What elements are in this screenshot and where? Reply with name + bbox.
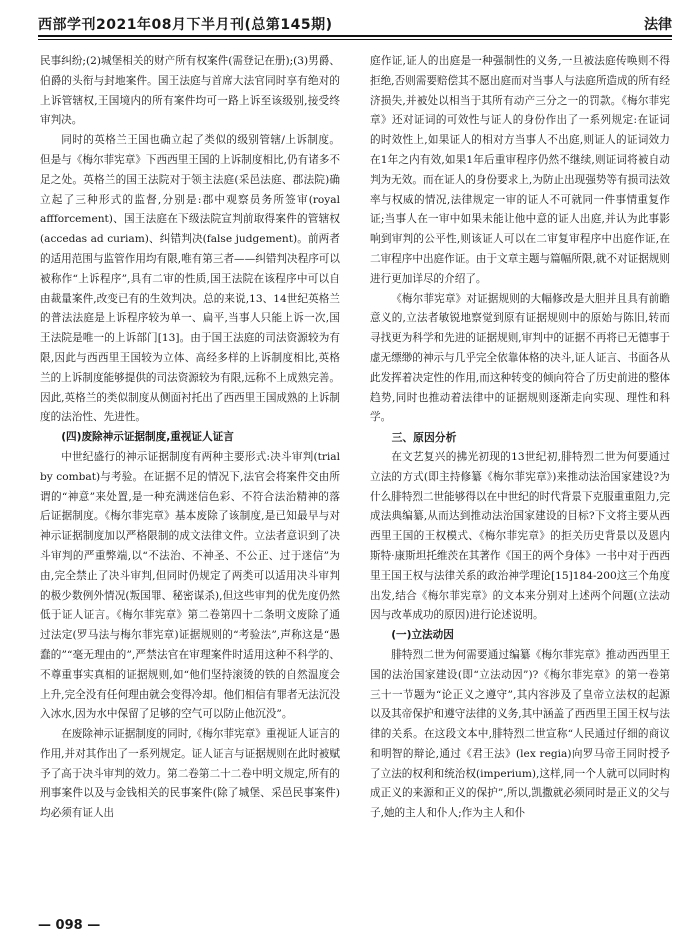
paragraph: 庭作证,证人的出庭是一种强制性的义务,一旦被法庭传唤则不得拒绝,否则需要赔偿其不愿出庭而对当事人与法庭所造成的所有经济损失,并被处以相当于其所有动产三分之一的罚款。《梅尔菲宪章》还对证词的可效性与证人的身份作出了一系列规定:在证词的时效性上,如果证人的相对方当事人不出庭,则证人的证词效力在1年之内有效,如果1年后重审程序仍然不继续,则证词将被自动判为无效。而在证人的身份要求上,为防止出现强势等有损司法效率与权威的情况,法律规定一审的证人不可就同一件事情重复作证;当事人在一审中如果未能让他中意的证人出庭,并认为此事影响到审判的公平性,则该证人可以在二审复审程序中出庭作证,在二审程序中出庭作证。由于文章主题与篇幅所限,就不对证据规则进行更加详尽的介绍了。 <box>370 55 670 285</box>
paragraph: 《梅尔菲宪章》对证据规则的大幅修改是大胆并且具有前瞻意义的,立法者敏锐地察觉到原有证据规则中的原始与陈旧,转而寻找更为科学和先进的证据规则,审判中的证据不再将已无德事于虚无缥缈的神示与几乎完全依靠体格的决斗,证人证言、书面各从此发挥着决定性的作用,而这种转变的倾向符合了历史前进的整体趋势,同时也推动着法律中的证据规则逐渐走向实现、理性和科学。 <box>370 292 670 424</box>
header-rule-thick <box>38 35 672 37</box>
header-rule-thin <box>38 39 672 40</box>
subsection-heading: (一)立法动因 <box>391 629 454 642</box>
paragraph: 在废除神示证据制度的同时,《梅尔菲宪章》重视证人证言的作用,并对其作出了一系列规定。证人证言与证据规则在此时被赋予了高于决斗审判的效力。第二卷第二十二卷中明文规定,所有的刑事案件以及与金钱相关的民事案件(除了城堡、采邑民事案件)均必须有证人出 <box>40 728 340 820</box>
paragraph: 同时的英格兰王国也确立起了类似的级别管辖/上诉制度。但是与《梅尔菲宪章》下西西里王国的上诉制度相比,仍有诸多不足之处。英格兰的国王法院对于领主法庭(采邑法庭、郡法院)确立起了三种形式的监督,分别是:郡中观察员务所签审(royal affforcement)、国王法庭在下级法院宣判前取得案件的管辖权(accedas ad curiam)、纠错判决(false judgement)。前两者的适用范围与监管作用均有限,唯有第三者——纠错判决程序可以被称作“上诉程序”,具有二审的性质,国王法院在该程序中可以自由裁量案件,改变已有的生效判决。总的来说,13、14世纪英格兰的普法法庭是上诉程序较为单一、扁平,当事人只能上诉一次,国王法院是唯一的上诉部门[13]。由于国王法庭的司法资源较为有限,因此与西西里王国较为立体、高经多样的上诉制度相比,英格兰的上诉制度能够提供的司法资源较为有限,远称不上成熟完善。因此,英格兰的类似制度从侧面衬托出了西西里王国成熟的上诉制度的法治性、先进性。 <box>40 134 340 424</box>
section-label: 法律 <box>644 17 672 33</box>
paragraph: 民事纠纷;(2)城堡相关的财产所有权案件(需登记在册);(3)男爵、伯爵的头衔与封地案件。国王法庭与首席大法官同时享有绝对的上诉管辖权,王国境内的所有案件均可一路上诉至该级别,接受终审判决。 <box>40 55 340 127</box>
journal-masthead: 西部学刊2021年08月下半月刊(总第145期) <box>38 17 333 33</box>
paragraph: 中世纪盛行的神示证据制度有两种主要形式:决斗审判(trial by combat)与考验。在证据不足的情况下,法官会将案件交由所谓的“神意”来处置,是一种充满迷信色彩、不符合法治精神的落后证据制度。《梅尔菲宪章》基本废除了该制度,是已知最早与对神示证据制度加以严格限制的成文法律文件。立法者意识到了决斗审判的严重弊端,以“不法治、不神圣、不公正、过于迷信”为由,完全禁止了决斗审判,但同时仍规定了两类可以适用决斗审判的极少数例外情况(叛国罪、秘密谋杀),但这些审判的优先度仍然低于证人证言。《梅尔菲宪章》第二卷第四十二条明文废除了通过法定(罗马法与梅尔菲宪章)证据规则的“考验法”,声称这是“愚蠢的”“毫无理由的”,严禁法官在审理案件时适用这种不科学的、不尊重事实真相的证据规则,如“他们坚持滚烫的铁的自然温度会上升,完全没有任何理由就会变得冷却。他们相信有罪者无法沉没入冰水,因为水中保留了足够的空气可以防止他沉没”。 <box>40 450 340 721</box>
section-heading: 三、原因分析 <box>391 431 457 445</box>
right-column <box>370 52 670 912</box>
page-number: — 098 — <box>38 918 101 933</box>
paragraph: 在文艺复兴的拂光初现的13世纪初,腓特烈二世为何要通过立法的方式(即主持修纂《梅尔菲宪章》)来推动法治国家建设?为什么腓特烈二世能够得以在中世纪的时代背景下克服重重阻力,完成法典编纂,从而达到推动法治国家建设的目标?下文将主要从西西里王国的王权模式、《梅尔菲宪章》的拒关历史背景以及恩内斯特·康斯坦托维茨在其著作《国王的两个身体》一书中对于西西里王国王权与法律关系的政治神学理论[15]184-200这三个角度出发,结合《梅尔菲宪章》的文本来分别对上述两个问题(立法动因与改革成功的原因)进行论述说明。 <box>370 450 670 622</box>
paragraph: 腓特烈二世为何需要通过编纂《梅尔菲宪章》推动西西里王国的法治国家建设(即“立法动因”)?《梅尔菲宪章》的第一卷第三十一节题为“论正义之遵守”,其内容涉及了皇帝立法权的起源以及其帝保护和遵守法律的义务,其中涵盖了西西里王国王权与法律的关系。在这段文本中,腓特烈二世宣称“人民通过仔细的商议和明智的辩论,通过《君王法》(lex regia)向罗马帝王同时授予了立法的权利和统治权(imperium),这样,同一个人就可以同时构成正义的来源和正义的保护”,所以,凯撒就必须同时是正义的父与子,她的主人和仆人;作为主人和仆 <box>370 648 670 820</box>
left-column <box>40 52 340 912</box>
page-header <box>38 10 672 44</box>
subsection-heading: (四)废除神示证据制度,重视证人证言 <box>61 431 234 444</box>
